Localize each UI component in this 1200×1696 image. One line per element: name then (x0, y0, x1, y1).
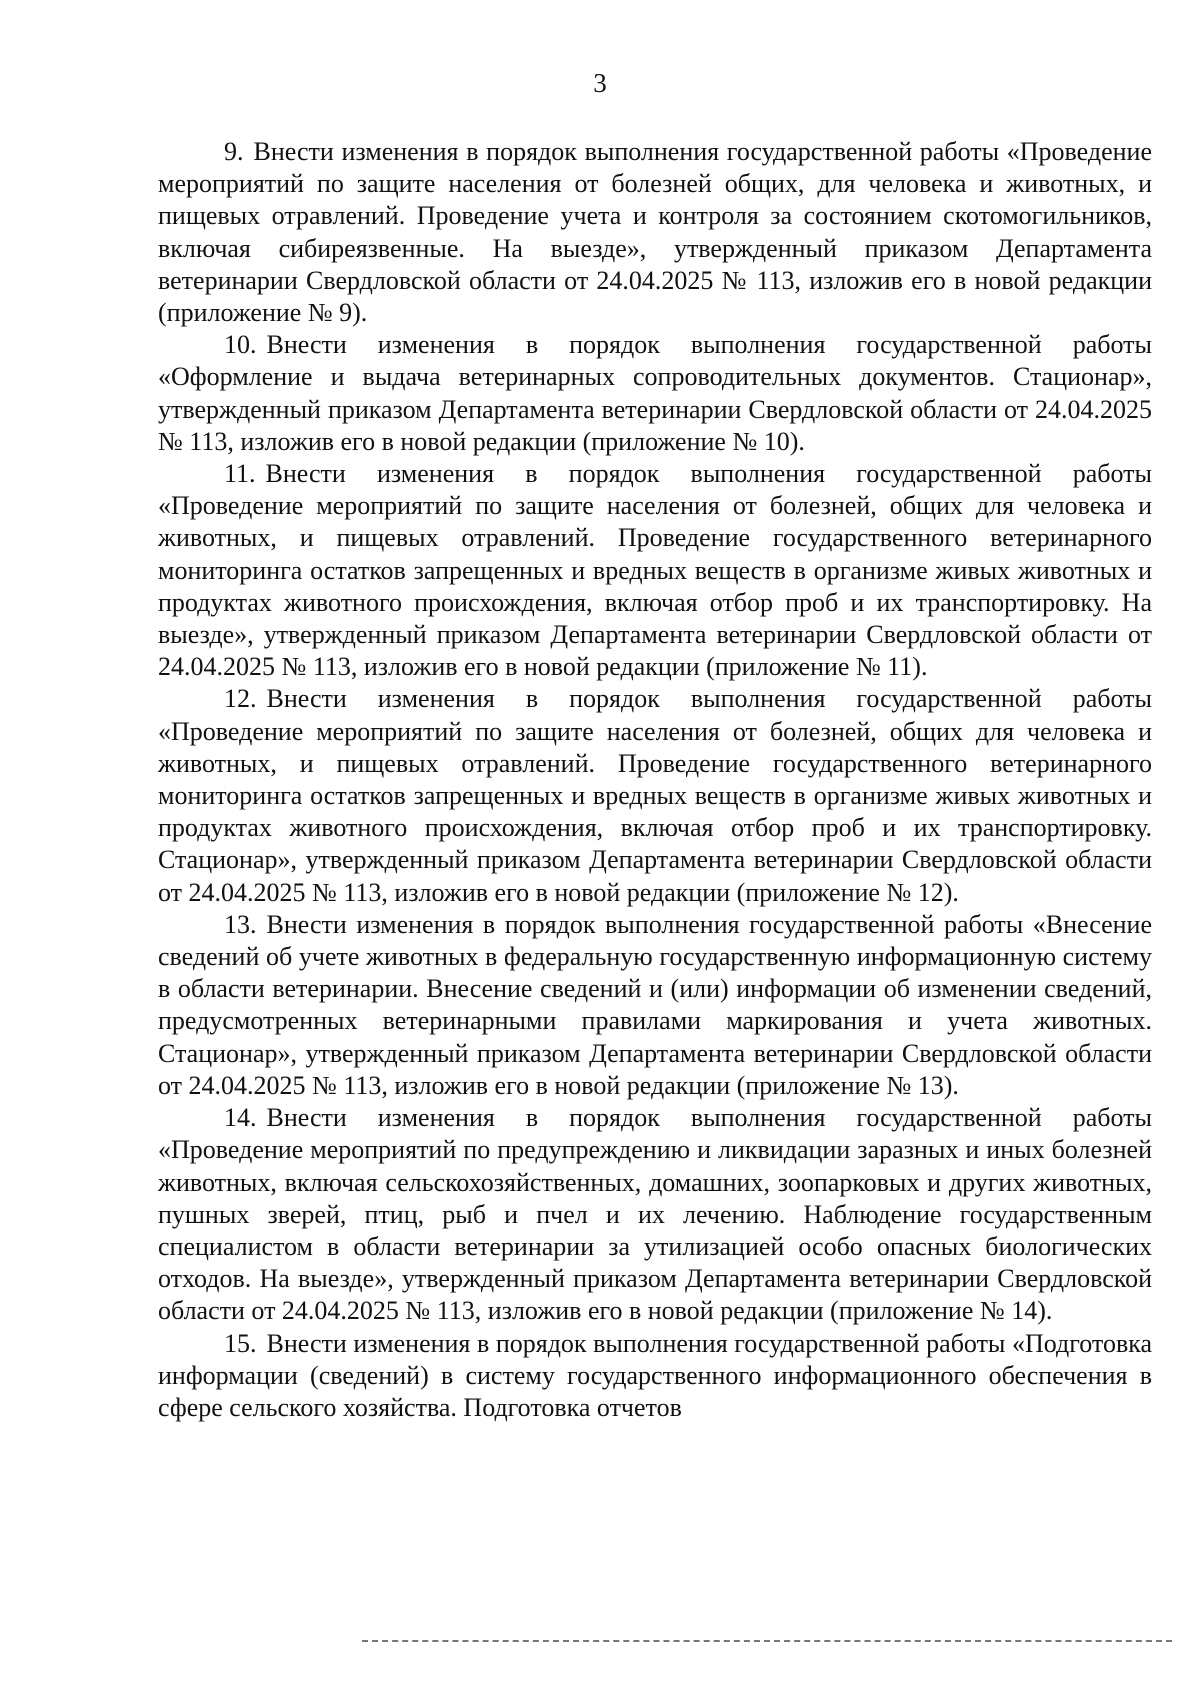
footer-divider (362, 1640, 1172, 1642)
paragraph-10 (158, 329, 1152, 458)
paragraph-13 (158, 909, 1152, 1102)
paragraph-12 (158, 683, 1152, 908)
paragraph-15 (158, 1328, 1152, 1425)
paragraph-number: 14. (224, 1103, 257, 1133)
paragraph-number: 15. (224, 1328, 257, 1358)
paragraph-text: Внести изменения в порядок выполнения государственной работы «Внесение сведений об учете животных в федеральную государственную информационную систему в области ветеринарии. Внесение сведений и (или) информации об изменении сведений, предусмотренных ветеринарными правилами маркирования и учета животных. Стационар», утвержденный приказом Департамента ветеринарии Свердловской области от 24.04.2025 № 113, изложив его в новой редакции (приложение № 13). (158, 909, 1152, 1100)
paragraph-text: Внести изменения в порядок выполнения государственной работы «Проведение мероприятий по защите населения от болезней общих, для человека и животных, и пищевых отравлений. Проведение учета и контроля за состоянием скотомогильников, включая сибиреязвенные. На выезде», утвержденный приказом Департамента ветеринарии Свердловской области от 24.04.2025 № 113, изложив его в новой редакции (приложение № 9). (158, 137, 1152, 328)
paragraph-number: 10. (224, 330, 257, 360)
paragraph-11 (158, 458, 1152, 683)
paragraph-text: Внести изменения в порядок выполнения государственной работы «Проведение мероприятий по защите населения от болезней, общих для человека и животных, и пищевых отравлений. Проведение государственного ветеринарного мониторинга остатков запрещенных и вредных веществ в организме живых животных и продуктах животного происхождения, включая отбор проб и их транспортировку. Стационар», утвержденный приказом Департамента ветеринарии Свердловской области от 24.04.2025 № 113, изложив его в новой редакции (приложение № 12). (158, 684, 1152, 907)
paragraph-number: 13. (224, 909, 257, 939)
document-body (158, 136, 1152, 1424)
paragraph-text: Внести изменения в порядок выполнения государственной работы «Оформление и выдача ветеринарных сопроводительных документов. Стационар», утвержденный приказом Департамента ветеринарии Свердловской области от 24.04.2025 № 113, изложив его в новой редакции (приложение № 10). (158, 330, 1152, 456)
paragraph-number: 9. (224, 137, 244, 166)
paragraph-text: Внести изменения в порядок выполнения государственной работы «Подготовка информации (сведений) в систему государственного информационного обеспечения в сфере сельского хозяйства. Подготовка отчетов (158, 1328, 1152, 1422)
paragraph-text: Внести изменения в порядок выполнения государственной работы «Проведение мероприятий по защите населения от болезней, общих для человека и животных, и пищевых отравлений. Проведение государственного ветеринарного мониторинга остатков запрещенных и вредных веществ в организме живых животных и продуктах животного происхождения, включая отбор проб и их транспортировку. На выезде», утвержденный приказом Департамента ветеринарии Свердловской области от 24.04.2025 № 113, изложив его в новой редакции (приложение № 11). (158, 459, 1152, 682)
paragraph-text: Внести изменения в порядок выполнения государственной работы «Проведение мероприятий по предупреждению и ликвидации заразных и иных болезней животных, включая сельскохозяйственных, домашних, зоопарковых и других животных, пушных зверей, птиц, рыб и пчел и их лечению. Наблюдение государственным специалистом в области ветеринарии за утилизацией особо опасных биологических отходов. На выезде», утвержденный приказом Департамента ветеринарии Свердловской области от 24.04.2025 № 113, изложив его в новой редакции (приложение № 14). (158, 1103, 1152, 1326)
paragraph-9 (158, 136, 1152, 329)
paragraph-14 (158, 1102, 1152, 1327)
page-number: 3 (593, 68, 607, 98)
paragraph-number: 12. (224, 684, 257, 714)
paragraph-number: 11. (224, 459, 256, 489)
